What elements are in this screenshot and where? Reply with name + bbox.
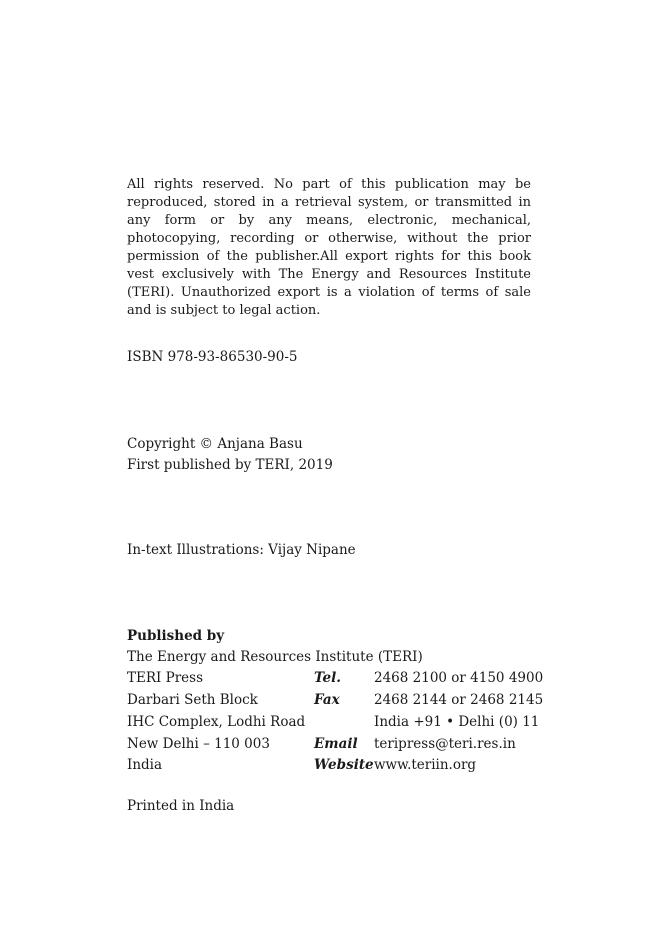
address-line: TERI Press [127,670,204,686]
rights-notice: All rights reserved. No part of this publication may be reproduced, stored in a retrieval system, or transmitted in any form or by any means, electronic, mechanical, photocopying, recording or otherwise, without the prior permission of the publisher.All export rights for this book vest exclusively with The Energy and Resources Institute (TERI). Unauthorized export is a violation of terms of sale and is subject to legal action. [127,177,531,318]
fax-value: 2468 2144 or 2468 2145 [374,692,544,708]
copyright-line: Copyright © Anjana Basu [127,436,303,452]
website-value: www.teriin.org [374,757,477,773]
isbn: ISBN 978-93-86530-90-5 [127,349,298,365]
printed-in: Printed in India [127,798,235,814]
dial-code: India +91 • Delhi (0) 11 [374,714,540,730]
published-by-heading: Published by [127,628,225,644]
publisher-name: The Energy and Resources Institute (TERI) [127,649,423,665]
website-label: Website [314,757,374,773]
tel-value: 2468 2100 or 4150 4900 [374,670,544,686]
address-line: Darbari Seth Block [127,692,258,708]
email-value: teripress@teri.res.in [374,736,516,752]
address-line: India [127,757,163,773]
illustrations-credit: In-text Illustrations: Vijay Nipane [127,542,356,558]
fax-label: Fax [314,692,340,708]
address-line: IHC Complex, Lodhi Road [127,714,306,730]
tel-label: Tel. [314,670,341,686]
address-line: New Delhi – 110 003 [127,736,270,752]
email-label: Email [314,736,358,752]
first-published-line: First published by TERI, 2019 [127,457,333,473]
